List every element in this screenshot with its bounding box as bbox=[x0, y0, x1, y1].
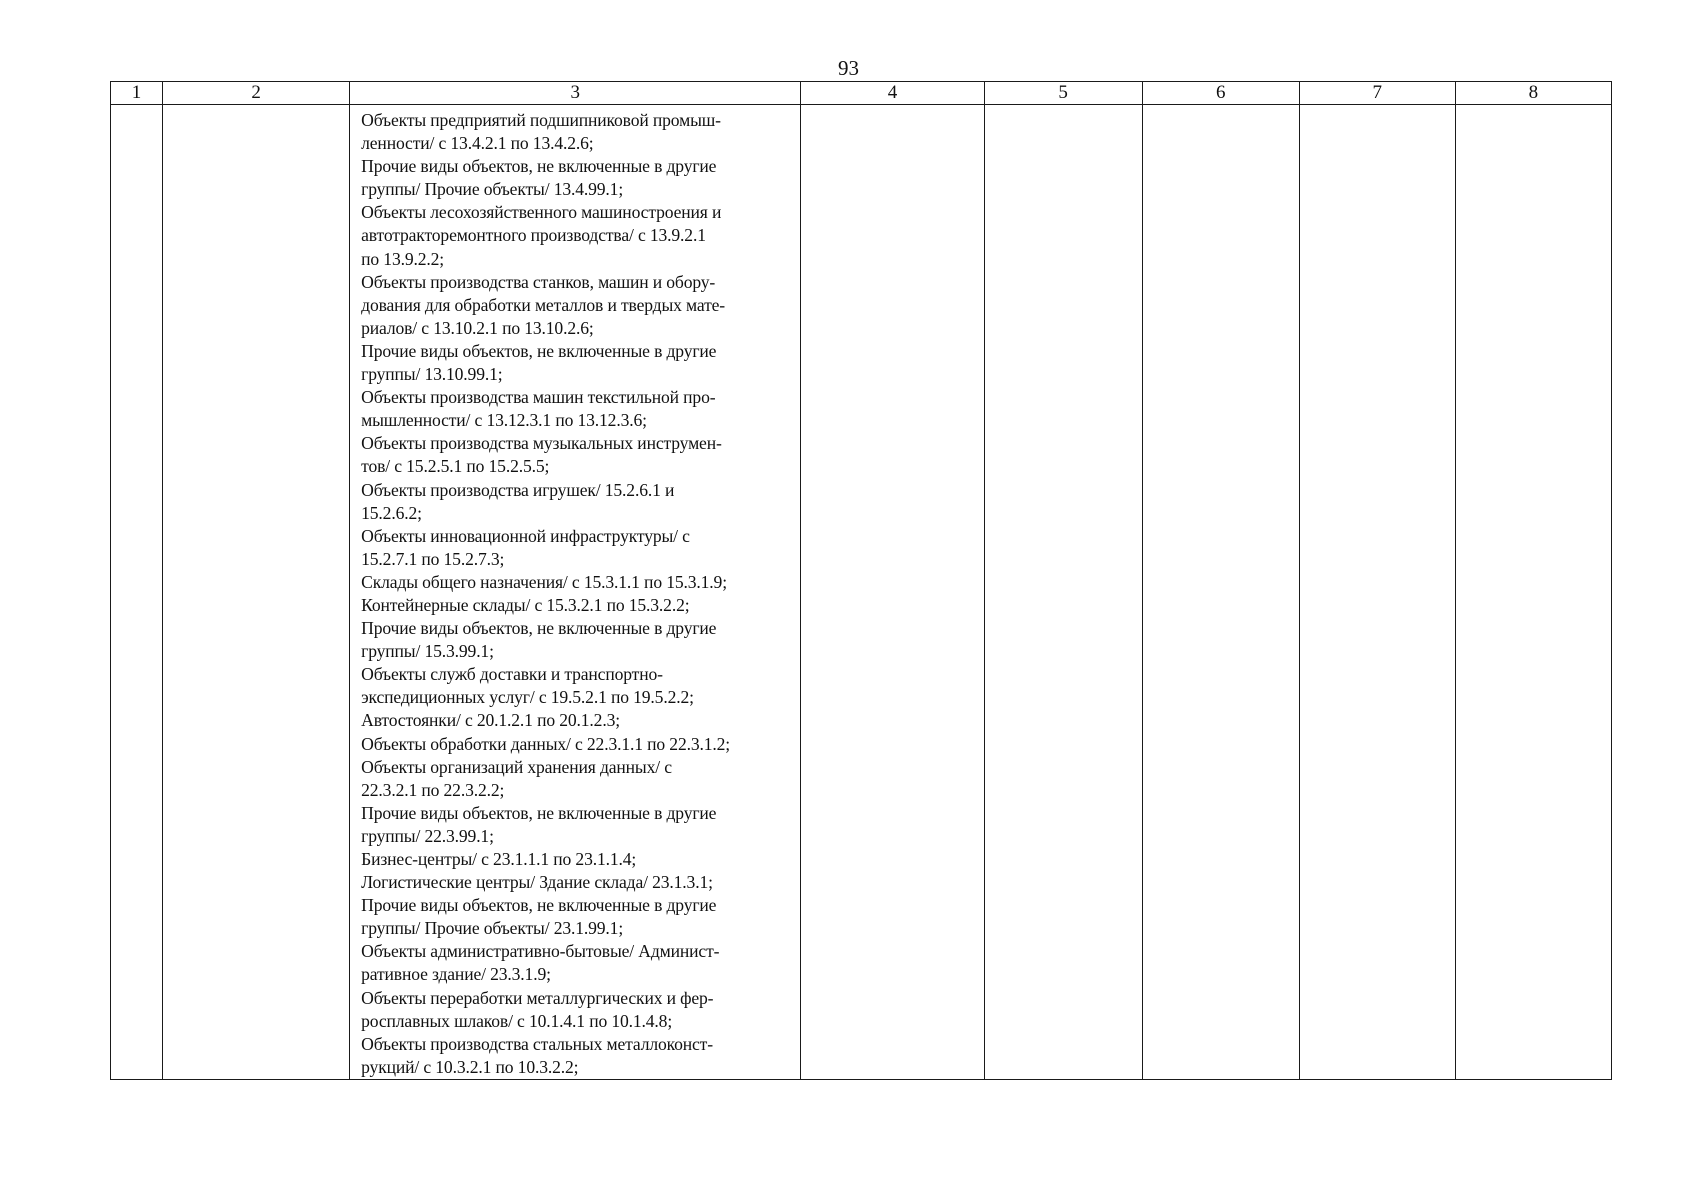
column-header-5: 5 bbox=[984, 82, 1142, 105]
column-header-7: 7 bbox=[1299, 82, 1455, 105]
list-item: росплавных шлаков/ с 10.1.4.1 по 10.1.4.8; bbox=[361, 1010, 673, 1031]
document-table bbox=[110, 81, 1612, 1080]
list-item: Автостоянки/ с 20.1.2.1 по 20.1.2.3; bbox=[361, 710, 620, 731]
list-item: Бизнес-центры/ с 23.1.1.1 по 23.1.1.4; bbox=[361, 849, 637, 869]
list-item: Объекты служб доставки и транспортно- bbox=[361, 664, 663, 685]
list-item: Объекты производства станков, машин и обору- bbox=[361, 271, 716, 292]
list-item: Прочие виды объектов, не включенные в другие bbox=[361, 895, 717, 916]
column-header-6: 6 bbox=[1142, 82, 1299, 105]
cell-column-5 bbox=[984, 105, 1142, 1080]
list-item: рукций/ с 10.3.2.1 по 10.3.2.2; bbox=[361, 1056, 579, 1077]
list-item: Объекты лесохозяйственного машиностроения и bbox=[361, 202, 722, 223]
list-item: 15.2.7.1 по 15.2.7.3; bbox=[361, 548, 505, 569]
column-header-2: 2 bbox=[163, 82, 350, 105]
cell-column-1 bbox=[111, 105, 163, 1080]
list-item: тов/ с 15.2.5.1 по 15.2.5.5; bbox=[361, 456, 550, 477]
list-item: автотракторемонтного производства/ с 13.9.2.1 bbox=[361, 225, 706, 246]
cell-column-3 bbox=[350, 105, 801, 1080]
list-item: ративное здание/ 23.3.1.9; bbox=[361, 964, 551, 985]
list-item: Объекты производства игрушек/ 15.2.6.1 и bbox=[361, 479, 675, 500]
list-item: группы/ Прочие объекты/ 13.4.99.1; bbox=[361, 179, 624, 200]
cell-column-4 bbox=[801, 105, 984, 1080]
page-number: 93 bbox=[838, 56, 859, 80]
table-header-row bbox=[111, 82, 1612, 105]
column-header-1: 1 bbox=[111, 82, 163, 105]
cell-column-8 bbox=[1455, 105, 1611, 1080]
list-item: Объекты производства музыкальных инструмен- bbox=[361, 433, 722, 454]
cell-column-2 bbox=[163, 105, 350, 1080]
object-type-list bbox=[350, 105, 800, 1079]
list-item: экспедиционных услуг/ с 19.5.2.1 по 19.5.2.2; bbox=[361, 687, 694, 708]
list-item: по 13.9.2.2; bbox=[361, 248, 445, 269]
list-item: ленности/ с 13.4.2.1 по 13.4.2.6; bbox=[361, 133, 594, 154]
list-item: Объекты производства машин текстильной про- bbox=[361, 387, 716, 408]
column-header-4: 4 bbox=[801, 82, 984, 105]
list-item: Объекты административно-бытовые/ Админист- bbox=[361, 941, 720, 962]
list-item: Объекты переработки металлургических и фер- bbox=[361, 987, 714, 1008]
column-header-3: 3 bbox=[350, 82, 801, 105]
list-item: группы/ 15.3.99.1; bbox=[361, 641, 494, 662]
list-item: Объекты производства стальных металлоконст- bbox=[361, 1033, 713, 1054]
list-item: Контейнерные склады/ с 15.3.2.1 по 15.3.2.2; bbox=[361, 594, 690, 615]
list-item: Логистические центры/ Здание склада/ 23.1.3.1; bbox=[361, 872, 713, 893]
list-item: Прочие виды объектов, не включенные в другие bbox=[361, 340, 717, 361]
list-item: Объекты обработки данных/ с 22.3.1.1 по 22.3.1.2; bbox=[361, 733, 731, 754]
list-item: Прочие виды объектов, не включенные в другие bbox=[361, 156, 717, 177]
list-item: 22.3.2.1 по 22.3.2.2; bbox=[361, 779, 505, 800]
cell-column-6 bbox=[1142, 105, 1299, 1080]
table-row bbox=[111, 105, 1612, 1080]
cell-column-7 bbox=[1299, 105, 1455, 1080]
list-item: Прочие виды объектов, не включенные в другие bbox=[361, 618, 717, 639]
list-item: дования для обработки металлов и твердых мате- bbox=[361, 294, 725, 315]
list-item: мышленности/ с 13.12.3.1 по 13.12.3.6; bbox=[361, 410, 647, 431]
list-item: риалов/ с 13.10.2.1 по 13.10.2.6; bbox=[361, 317, 594, 338]
list-item: Объекты организаций хранения данных/ с bbox=[361, 756, 672, 777]
list-item: 15.2.6.2; bbox=[361, 502, 422, 523]
list-item: Склады общего назначения/ с 15.3.1.1 по 15.3.1.9; bbox=[361, 571, 727, 592]
list-item: группы/ 22.3.99.1; bbox=[361, 825, 494, 846]
column-header-8: 8 bbox=[1455, 82, 1611, 105]
list-item: группы/ Прочие объекты/ 23.1.99.1; bbox=[361, 918, 624, 939]
list-item: Прочие виды объектов, не включенные в другие bbox=[361, 802, 717, 823]
list-item: группы/ 13.10.99.1; bbox=[361, 364, 503, 385]
list-item: Объекты инновационной инфраструктуры/ с bbox=[361, 525, 690, 546]
list-item: Объекты предприятий подшипниковой промыш- bbox=[361, 110, 721, 130]
